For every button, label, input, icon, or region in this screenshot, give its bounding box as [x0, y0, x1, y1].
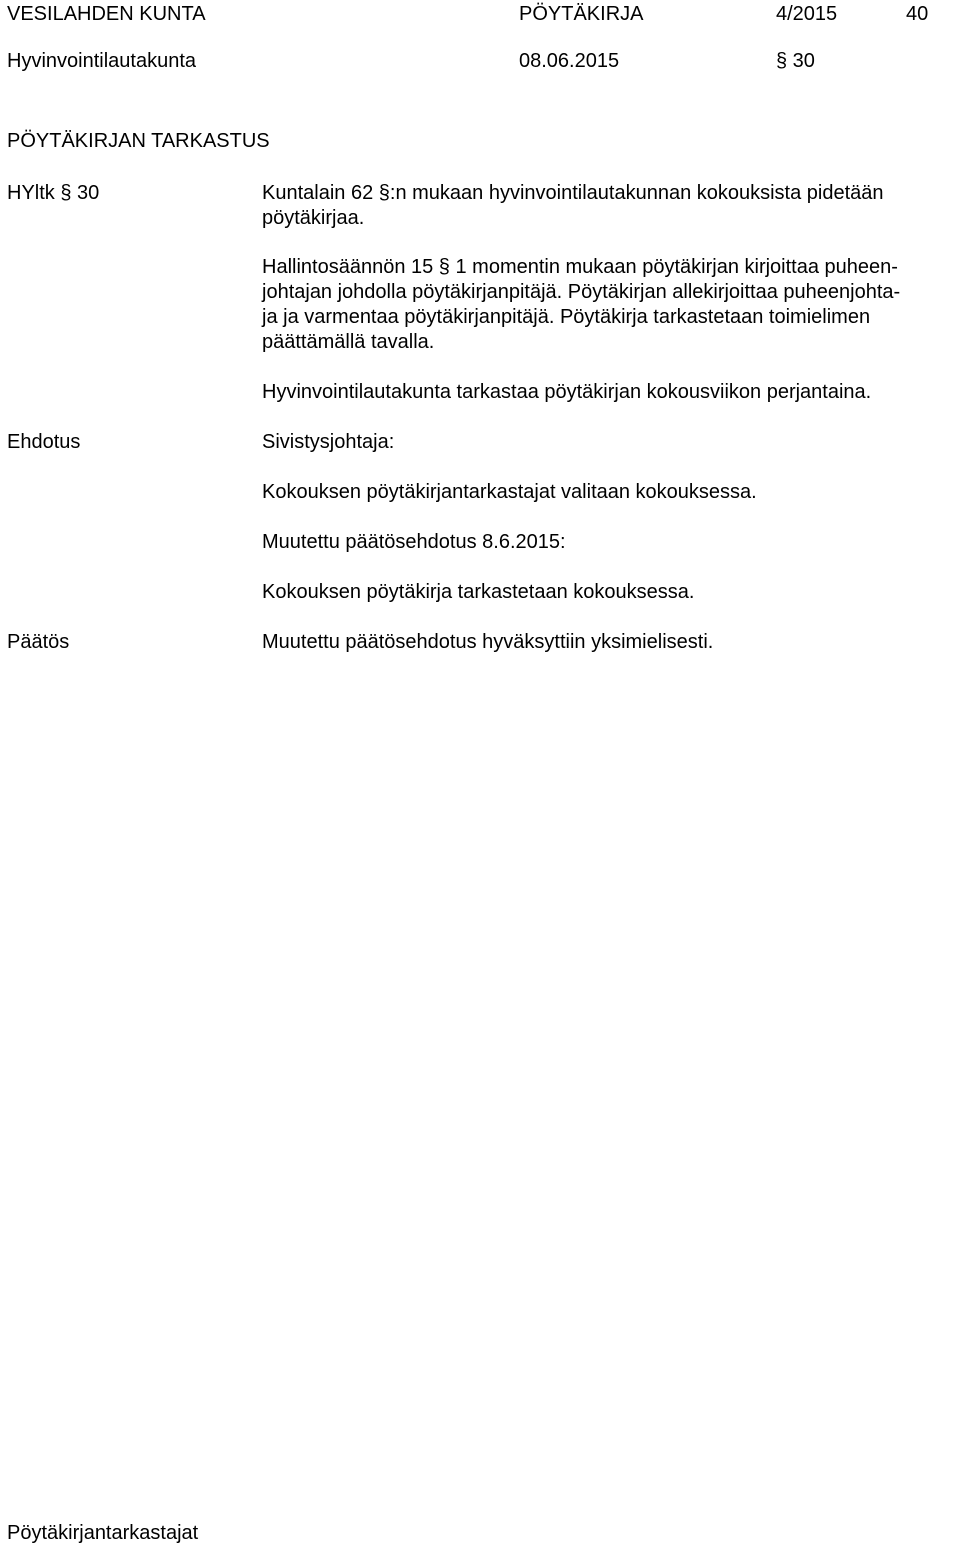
amended-proposal-text-line: Kokouksen pöytäkirja tarkastetaan kokouksessa.: [262, 581, 695, 603]
header-date: 08.06.2015: [519, 50, 620, 72]
item-reference: HYltk § 30: [7, 182, 100, 204]
footer-reviewers-label: Pöytäkirjantarkastajat: [7, 1522, 199, 1544]
paragraph-line: Hallintosäännön 15 § 1 momentin mukaan pöytäkirjan kirjoittaa puheen-: [262, 256, 898, 278]
paragraph-text: Hyvinvointilautakunta tarkastaa pöytäkirjan kokousviikon perjantaina.: [262, 381, 872, 403]
header-body: Hyvinvointilautakunta: [7, 50, 196, 72]
amended-proposal-text: [262, 580, 954, 605]
proposer-text: Sivistysjohtaja:: [262, 431, 395, 453]
decision-text: [262, 630, 954, 655]
paragraph-line: johtajan johdolla pöytäkirjanpitäjä. Pöytäkirjan allekirjoittaa puheenjohta-: [262, 281, 901, 303]
paragraph-admin-rule: [262, 255, 954, 355]
header-doc-type: PÖYTÄKIRJA: [519, 3, 644, 25]
paragraph-line: päättämällä tavalla.: [262, 331, 435, 353]
proposal-text: [262, 480, 954, 505]
paragraph-legal-basis: [262, 181, 954, 231]
proposal-label: Ehdotus: [7, 431, 81, 453]
paragraph-text: Kuntalain 62 §:n mukaan hyvinvointilautakunnan kokouksista pidetään pöytäkirjaa.: [262, 182, 884, 229]
page-title: PÖYTÄKIRJAN TARKASTUS: [7, 130, 270, 152]
amended-proposal-label-text: Muutettu päätösehdotus 8.6.2015:: [262, 531, 566, 553]
proposal-proposer: [262, 430, 954, 455]
decision-text-line: Muutettu päätösehdotus hyväksyttiin yksimielisesti.: [262, 631, 714, 653]
decision-label: Päätös: [7, 631, 70, 653]
proposal-text-line: Kokouksen pöytäkirjantarkastajat valitaan kokouksessa.: [262, 481, 757, 503]
amended-proposal-label: [262, 530, 954, 555]
paragraph-review-timing: [262, 380, 954, 405]
paragraph-line: ja ja varmentaa pöytäkirjanpitäjä. Pöytäkirja tarkastetaan toimielimen: [262, 306, 871, 328]
header-section: § 30: [776, 50, 815, 72]
header-issue: 4/2015: [776, 3, 838, 25]
header-page-number: 40: [906, 3, 929, 25]
header-org: VESILAHDEN KUNTA: [7, 3, 206, 25]
